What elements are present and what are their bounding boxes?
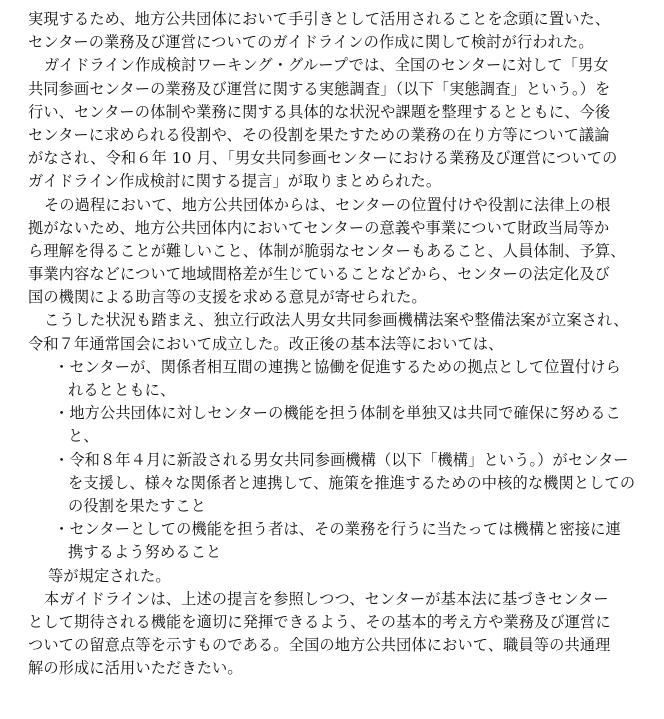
text-line: 拠がないため、地方公共団体内においてセンターの意義や事業について財政当局等か	[28, 218, 610, 237]
bullet-item-continuation: れるとともに、	[68, 381, 176, 399]
bullet-item-continuation: を支援し、様々な関係者と連携して、施策を推進するための中核的な機関としての	[68, 473, 636, 492]
text-line: 事業内容などについて地域間格差が生じていることなどから、センターの法定化及び	[28, 265, 610, 284]
bullet-item: ・センターとしての機能を担う者は、その業務を行うに当たっては機構と密接に連	[54, 520, 621, 539]
bullet-item: ・地方公共団体に対しセンターの機能を担う体制を単独又は共同で確保に努めるこ	[54, 404, 621, 423]
text-line: 国の機関による助言等の支援を求める意見が寄せられた。	[28, 288, 427, 307]
text-line: ついての留意点等を示すものである。全国の地方公共団体において、職員等の共通理	[28, 636, 611, 655]
text-line: ガイドライン作成検討に関する提言」が取りまとめられた。	[28, 172, 442, 191]
paragraph-start-line: こうした状況も踏まえ、独立行政法人男女共同参画機構法案や整備法案が立案され、	[44, 311, 629, 330]
bullet-item-continuation: の役割を果たすこと	[68, 496, 207, 515]
text-line: センターの業務及び運営についてのガイドラインの作成に関して検討が行われた。	[28, 33, 594, 52]
paragraph-start-line: 本ガイドラインは、上述の提言を参照しつつ、センターが基本法に基づきセンター	[44, 589, 609, 608]
document-body	[28, 8, 648, 680]
bullet-item: ・センターが、関係者相互間の連携と協働を促進するための拠点として位置付けら	[54, 357, 621, 376]
text-line: 行い、センターの体制や業務に関する具体的な状況や課題を整理するとともに、今後	[28, 102, 611, 121]
text-line: センターに求められる役割や、その役割を果たすための業務の在り方等について議論	[28, 125, 610, 144]
text-line: がなされ、令和６年 10 月、「男女共同参画センターにおける業務及び運営についての	[28, 149, 618, 168]
list-closing-line: 等が規定された。	[48, 566, 171, 585]
bullet-item-continuation: 携するよう努めること	[68, 543, 222, 562]
text-line: 共同参画センターの業務及び運営に関する実態調査」（以下「実態調査」という。）を	[28, 79, 611, 98]
paragraph-start-line: ガイドライン作成検討ワーキング・グループでは、全国のセンターに対して「男女	[44, 56, 609, 75]
text-line: 解の形成に活用いただきたい。	[28, 659, 243, 678]
bullet-item: ・令和８年４月に新設される男女共同参画機構（以下「機構」という。）がセンター	[54, 450, 629, 469]
text-line: 実現するため、地方公共団体において手引きとして活用されることを念頭に置いた、	[28, 10, 611, 28]
text-line: ら理解を得ることが難しいこと、体制が脆弱なセンターもあること、人員体制、予算、	[28, 241, 626, 260]
text-line: として期待される機能を適切に発揮できるよう、その基本的考え方や業務及び運営に	[28, 612, 611, 631]
bullet-item-continuation: と、	[68, 427, 99, 446]
text-line: 令和７年通常国会において成立した。改正後の基本法等においては、	[28, 334, 504, 353]
paragraph-start-line: その過程において、地方公共団体からは、センターの位置付けや役割に法律上の根	[44, 195, 611, 214]
